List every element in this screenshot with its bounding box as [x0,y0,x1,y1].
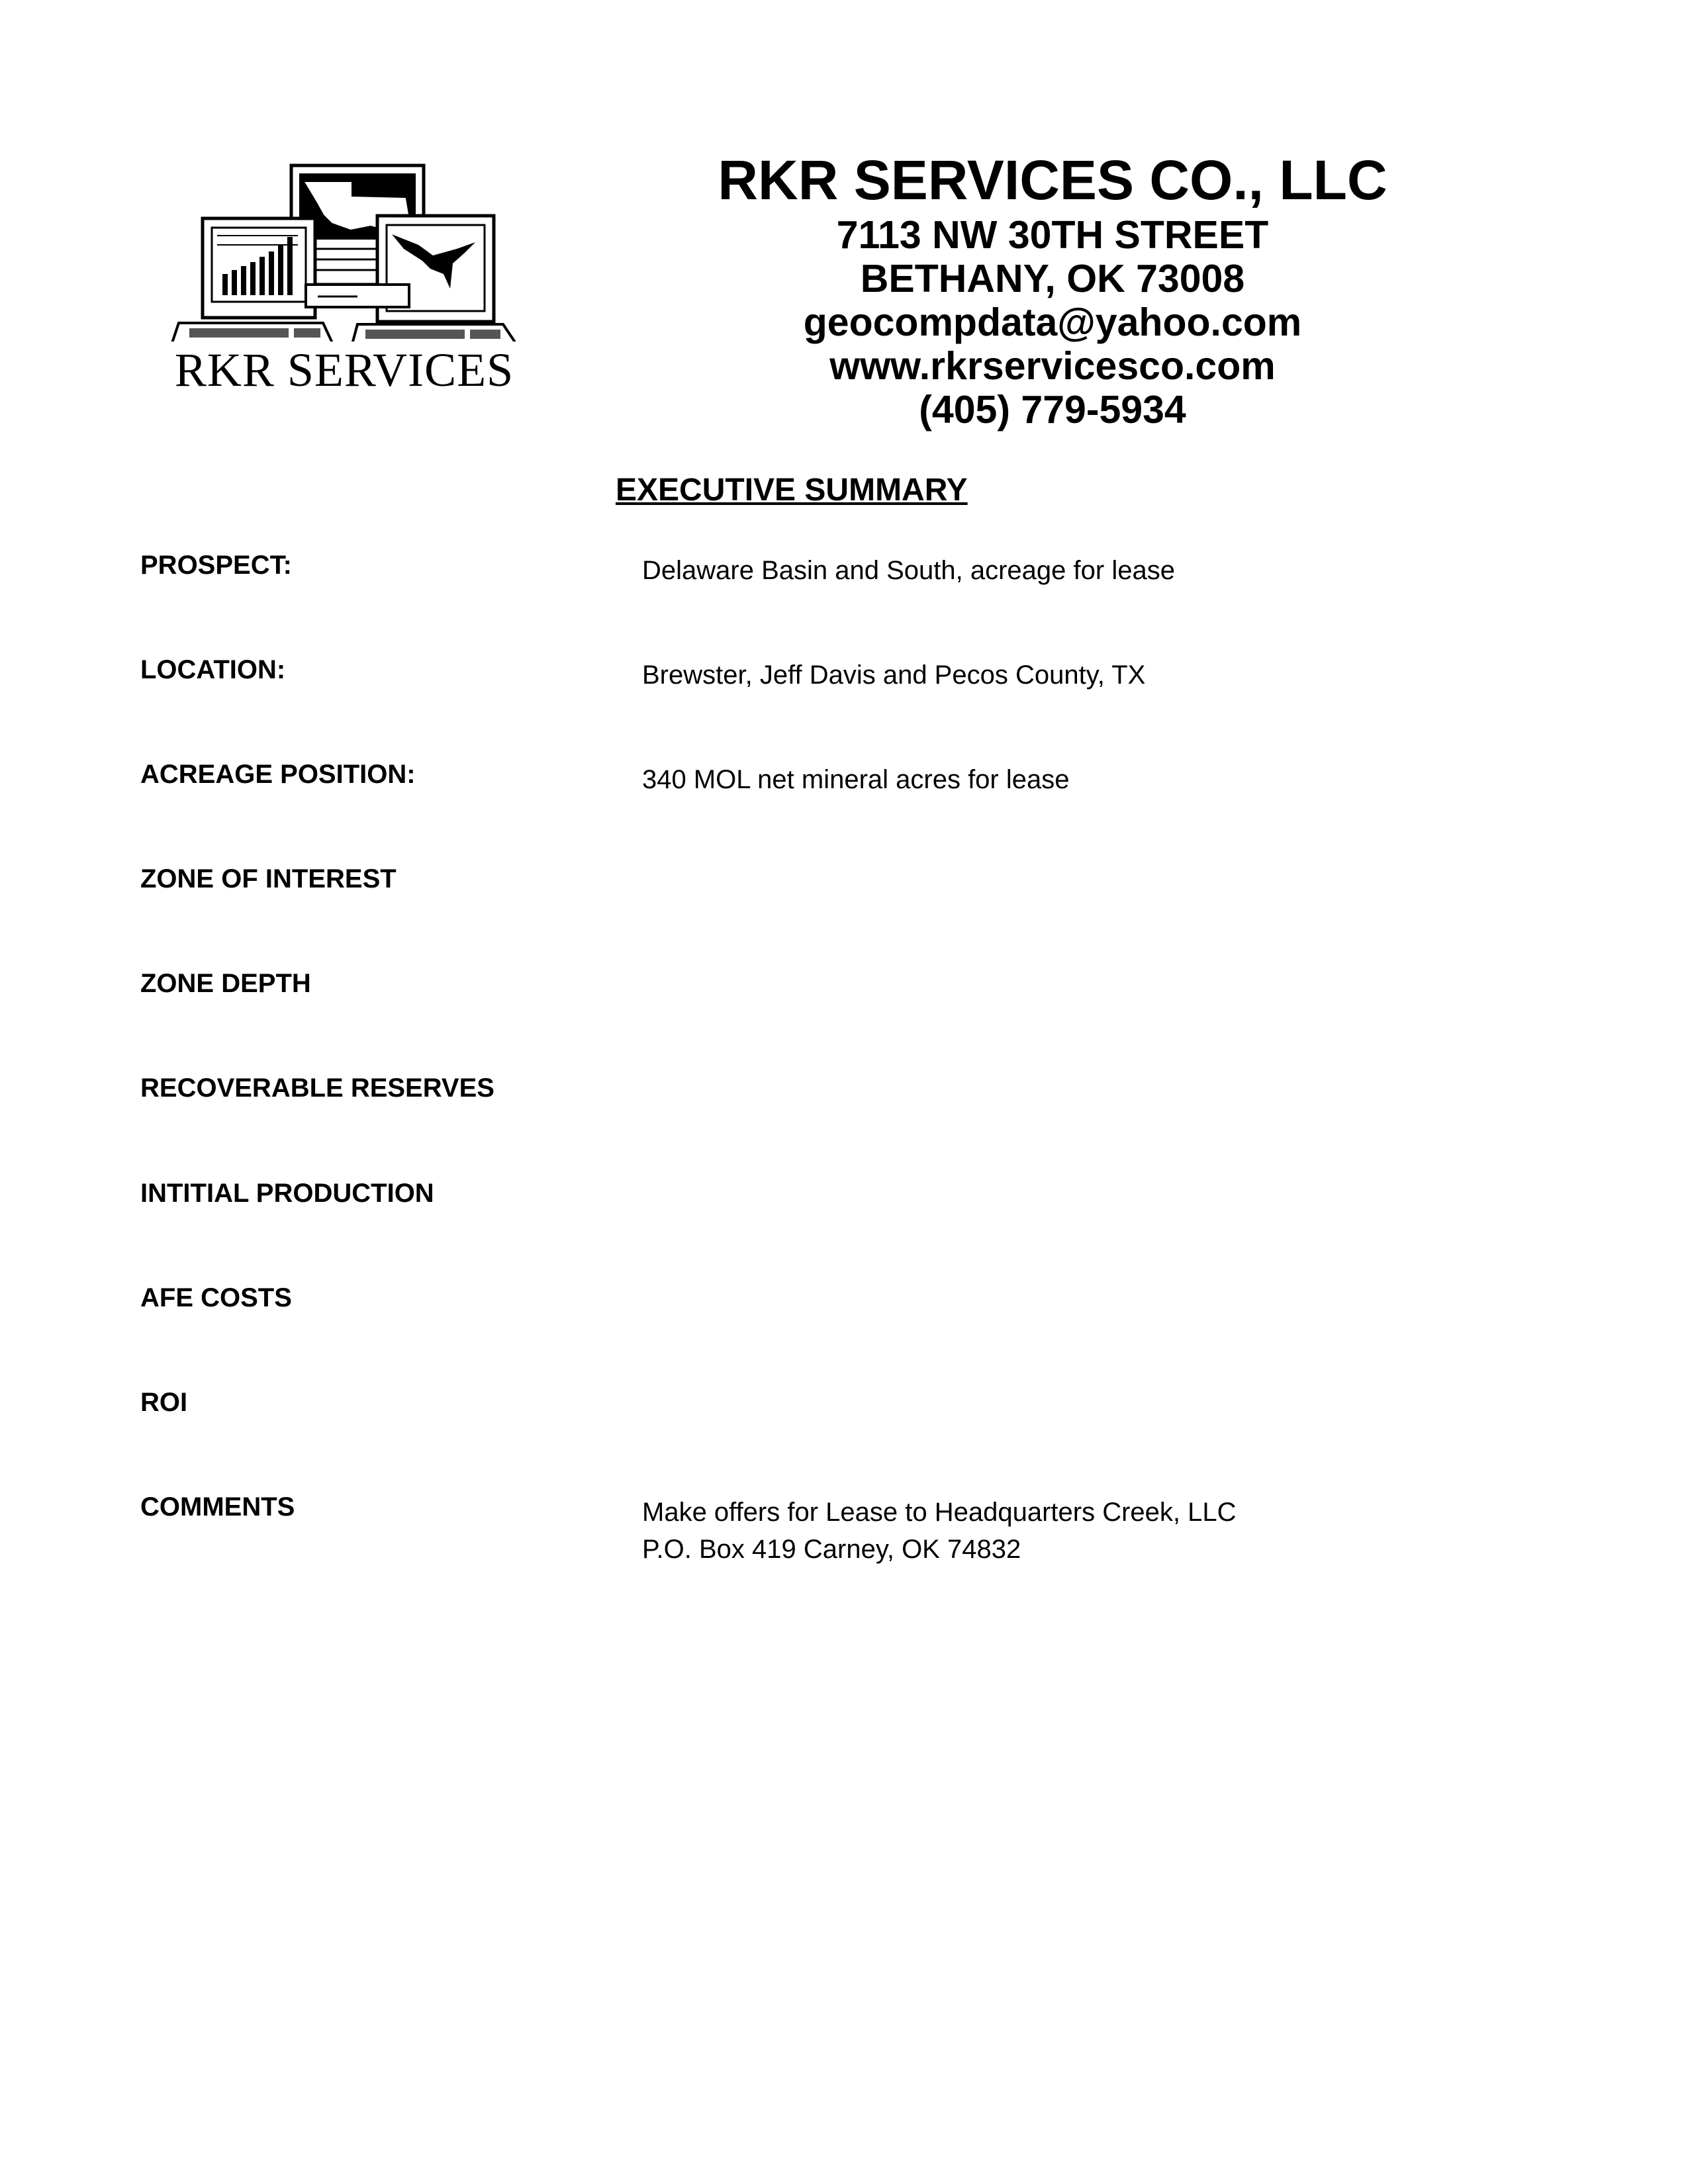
company-logo [159,156,530,401]
row-value [642,552,1175,589]
row-value-line: Brewster, Jeff Davis and Pecos County, TX [642,660,1146,690]
row-value-line: Make offers for Lease to Headquarters Creek, LLC [642,1498,1237,1527]
logo-wordmark: RKR SERVICES [174,343,514,396]
street-address: 7113 NW 30TH STREET [836,213,1269,257]
row-label: COMMENTS [140,1492,295,1522]
row-label: INTITIAL PRODUCTION [140,1179,434,1208]
row-label: AFE COSTS [140,1283,292,1312]
phone-number: (405) 779-5934 [919,388,1186,432]
row-label: PROSPECT: [140,551,292,580]
row-label: ACREAGE POSITION: [140,760,416,789]
computers-illustration-icon [159,156,530,341]
summary-title: EXECUTIVE SUMMARY [616,473,968,508]
row-value-line: 340 MOL net mineral acres for lease [642,765,1070,794]
row-label: LOCATION: [140,655,286,684]
row-value [642,761,1070,798]
row-label: ROI [140,1388,188,1417]
row-label: RECOVERABLE RESERVES [140,1073,494,1103]
row-value [642,1494,1237,1568]
company-header [622,147,1483,432]
row-value-line: P.O. Box 419 Carney, OK 74832 [642,1535,1021,1564]
city-state-zip: BETHANY, OK 73008 [860,257,1245,300]
row-value [642,657,1145,694]
company-name: RKR SERVICES CO., LLC [718,149,1387,211]
row-value-line: Delaware Basin and South, acreage for lease [642,556,1175,585]
row-label: ZONE DEPTH [140,969,311,998]
email-address: geocompdata@yahoo.com [803,300,1302,344]
website-url: www.rkrservicesco.com [829,344,1276,388]
row-label: ZONE OF INTEREST [140,864,397,893]
